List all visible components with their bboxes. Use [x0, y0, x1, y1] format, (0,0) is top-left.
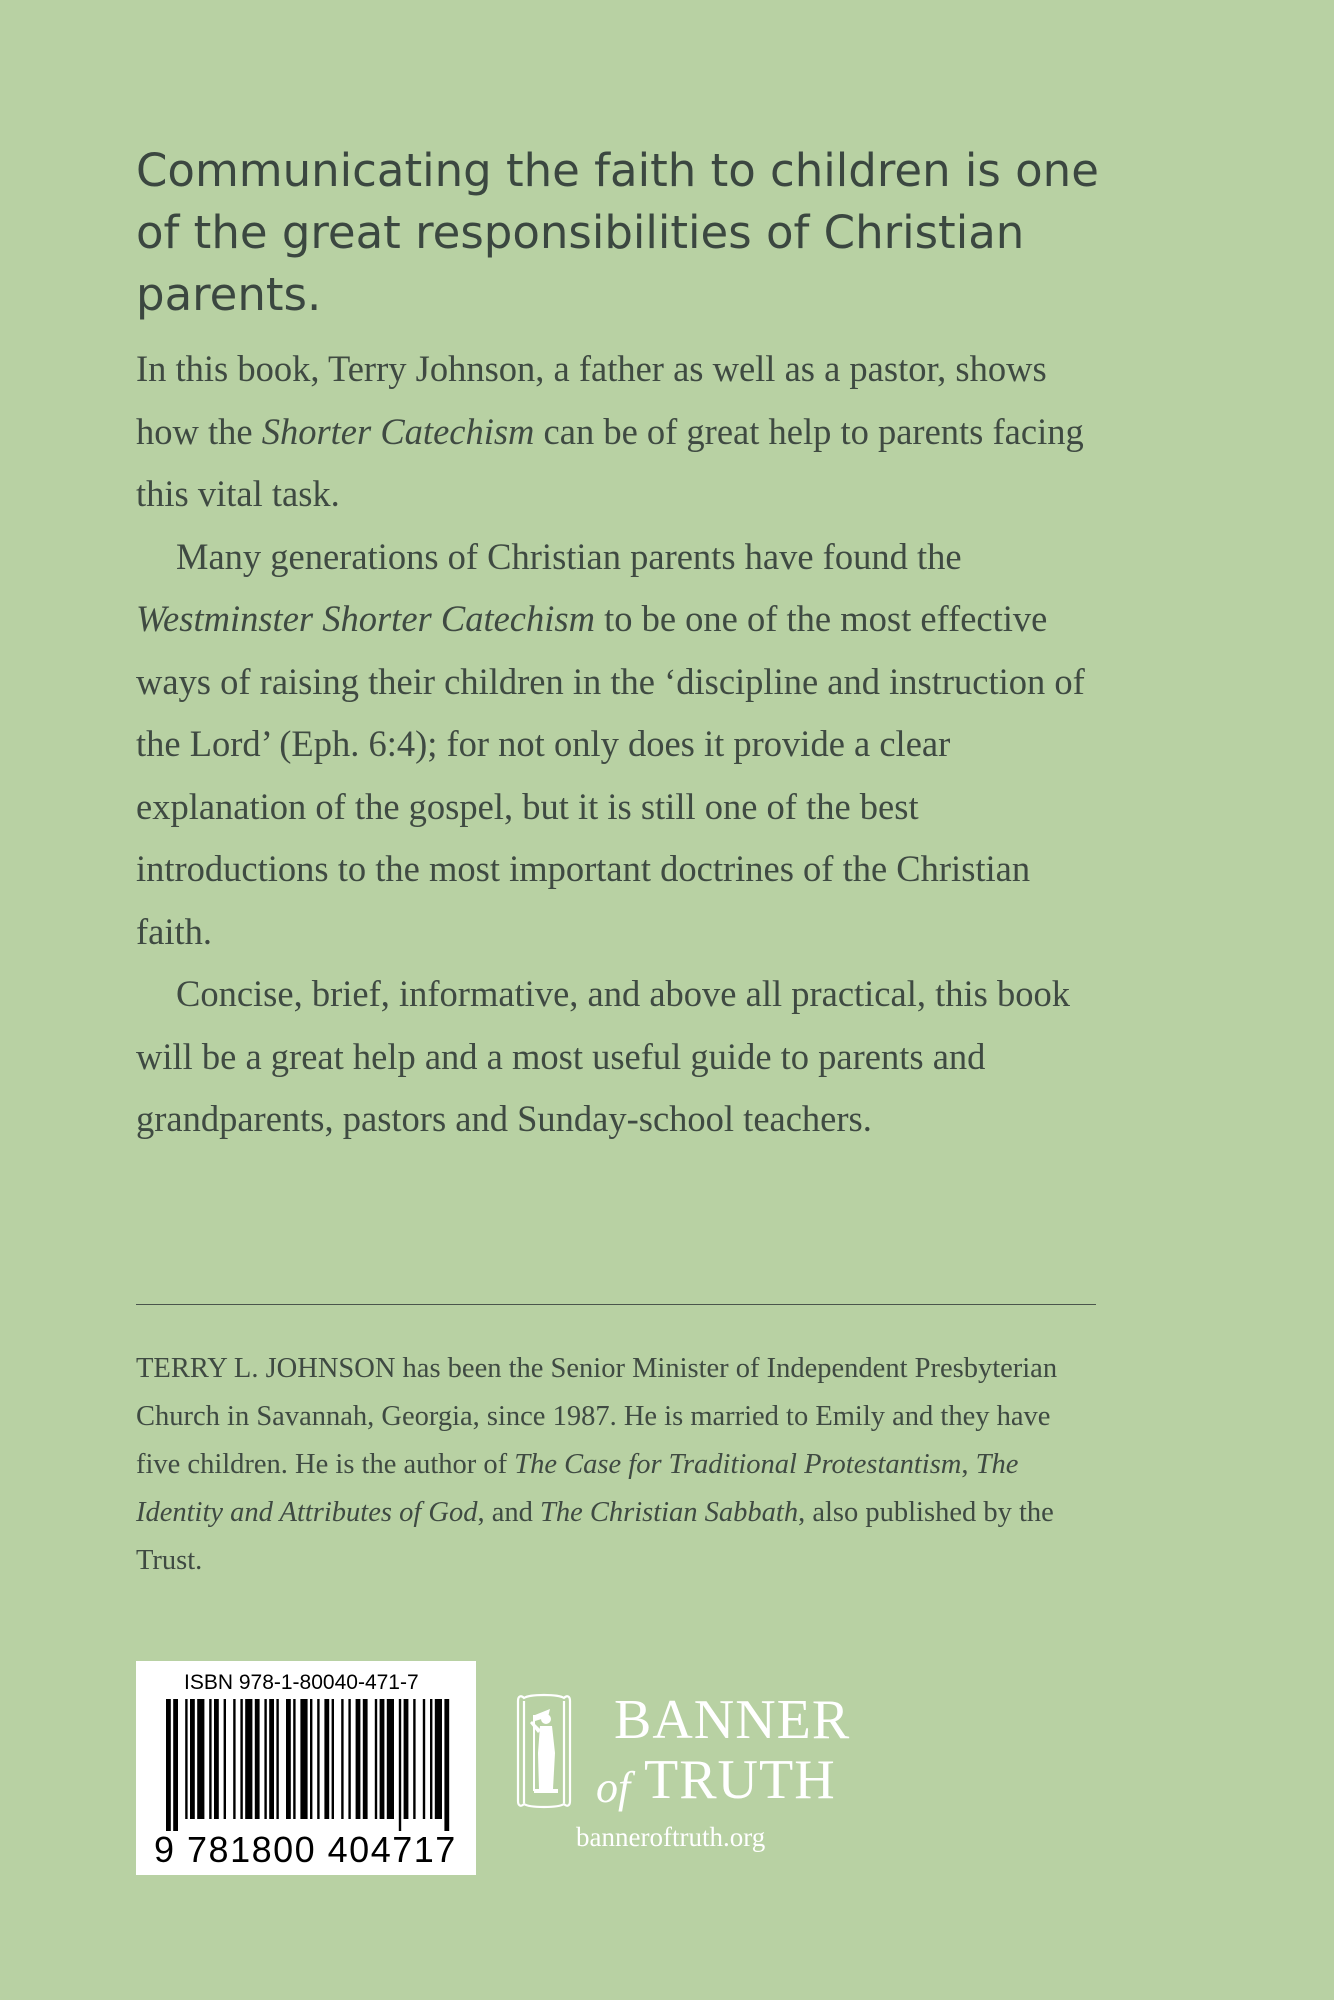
book-title-italic: Shorter Catechism	[261, 410, 535, 452]
description-paragraph-2: Many generations of Christian parents have found the Westminster Shorter Catechism to be one of the most effective ways of raising their children in the ‘discipline and instruction of the Lord’ (Eph. 6:4); for not only does it provide a clear explanation of the gospel, but it is still one of the best introductions to the most important doctrines of the Christian faith.	[136, 535, 1085, 952]
banner-of-truth-emblem-icon	[508, 1693, 580, 1813]
headline: Communicating the faith to children is one of the great responsibilities of Christian parents.	[136, 144, 1099, 321]
barcode-digits: 9 781800 404717	[154, 1829, 457, 1870]
publisher-website: banneroftruth.org	[576, 1822, 766, 1852]
bio-book-title-2: The Identity and Attributes of God	[136, 1449, 1019, 1528]
bio-book-title-1: The Case for Traditional Protestantism	[514, 1449, 962, 1480]
book-description	[136, 338, 1106, 1151]
author-bio: TERRY L. JOHNSON has been the Senior Minister of Independent Presbyterian Church in Savannah, Georgia, since 1987. He is married to Emily and they have five children. He is the author of The Case for Traditional Protestantism, The Identity and Attributes of God, and The Christian Sabbath, also published by the Trust.	[136, 1353, 1058, 1576]
publisher-name-banner: BANNER	[614, 1689, 851, 1751]
divider	[136, 1304, 1096, 1305]
description-paragraph-3: Concise, brief, informative, and above all practical, this book will be a great help and a most useful guide to parents and grandparents, pastors and Sunday-school teachers.	[136, 973, 1070, 1139]
barcode-bars	[160, 1699, 460, 1831]
isbn-label: ISBN 978-1-80040-471-7	[184, 1671, 419, 1694]
bio-book-title-3: The Christian Sabbath	[539, 1497, 799, 1528]
catechism-title-italic: Westminster Shorter Catechism	[136, 598, 595, 639]
description-paragraph-1: In this book, Terry Johnson, a father as well as a pastor, shows how the Shorter Catechism can be of great help to parents facing this vital task.	[136, 348, 1084, 514]
publisher-name-of: of	[596, 1763, 631, 1812]
publisher-name-truth: TRUTH	[644, 1749, 836, 1811]
isbn-barcode	[136, 1661, 476, 1875]
